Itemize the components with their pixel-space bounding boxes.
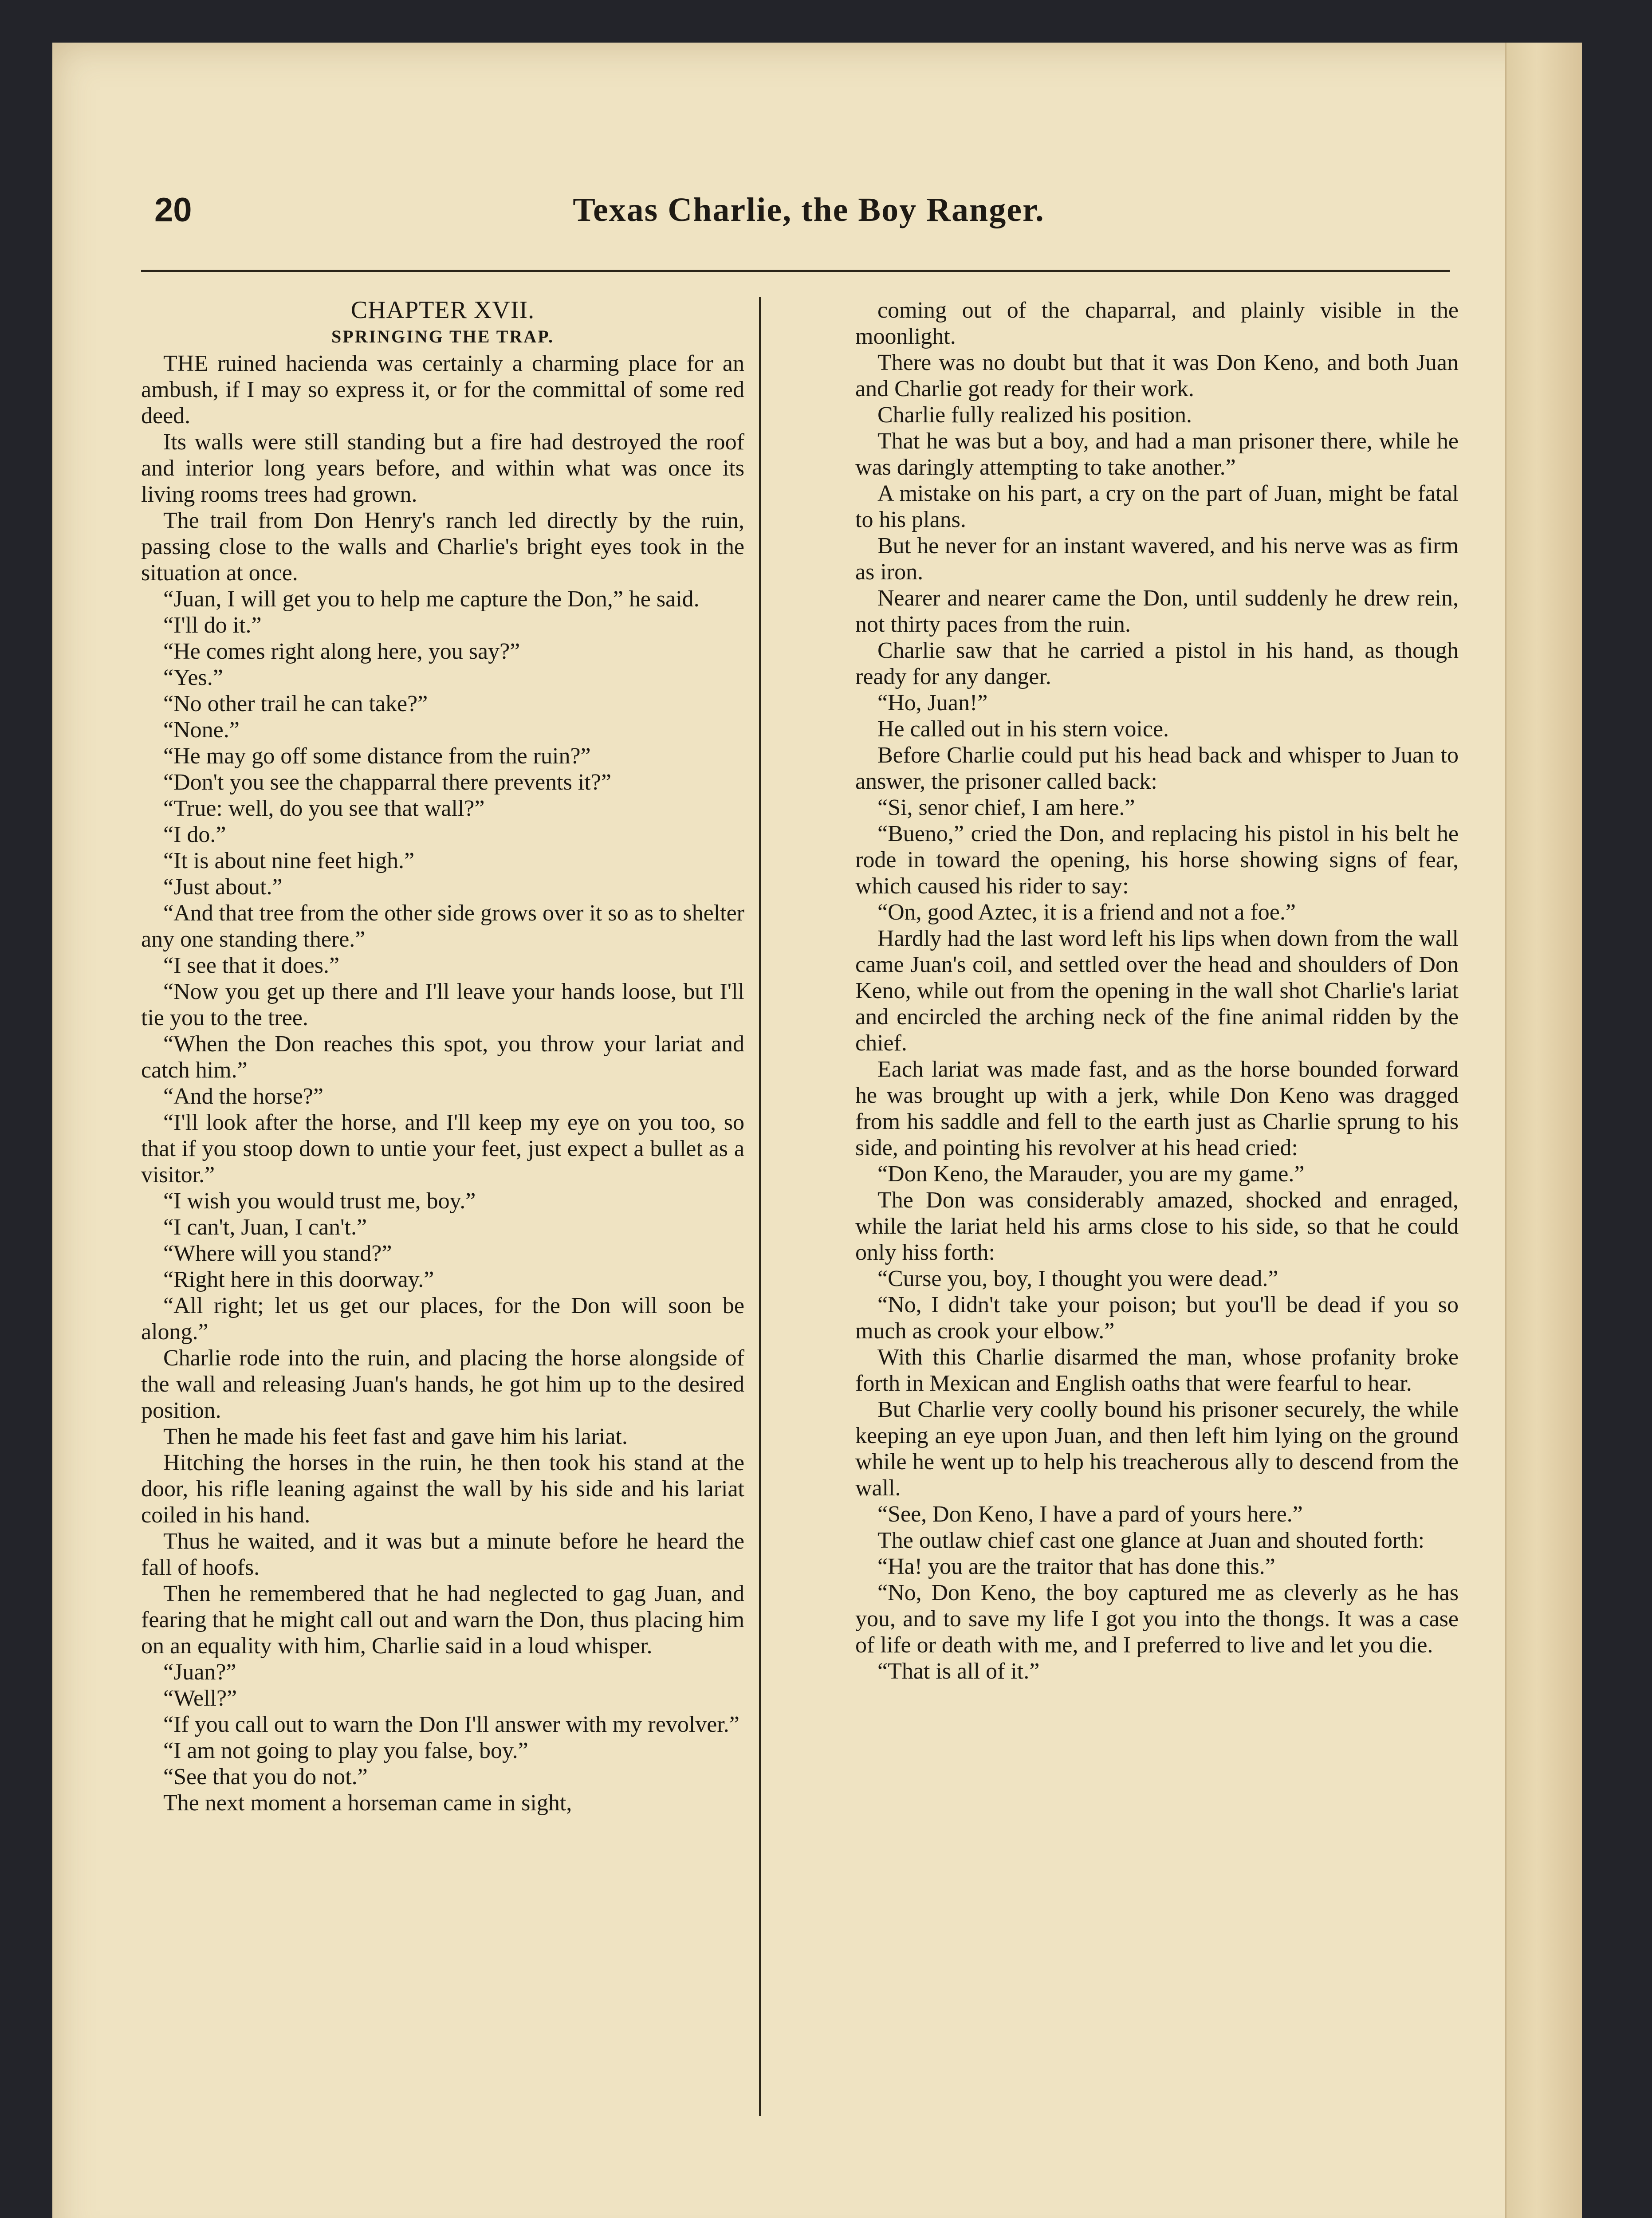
paragraph: That he was but a boy, and had a man prisoner there, while he was daringly attempting to take another.” [855,429,1459,480]
paragraph: The Don was considerably amazed, shocked and enraged, while the lariat held his arms close to his side, so that he could only hiss forth: [855,1188,1459,1265]
paragraph: “All right; let us get our places, for the Don will soon be along.” [141,1293,744,1345]
paragraph: A mistake on his part, a cry on the part of Juan, might be fatal to his plans. [855,481,1459,532]
paragraph: “Curse you, boy, I thought you were dead.” [877,1266,1278,1291]
paragraph: “Juan, I will get you to help me capture the Don,” he said. [163,586,700,612]
page-spine-edge [1505,43,1582,2218]
paragraph: But Charlie very coolly bound his prisoner securely, the while keeping an eye upon Juan, and then left him lying on the ground while he went up to help his treacherous ally to descend from the wall. [855,1397,1459,1501]
paragraph: “I'll look after the horse, and I'll keep my eye on you too, so that if you stoop down to untie your feet, just expect a bullet as a visitor.” [141,1110,744,1188]
paragraph: But he never for an instant wavered, and his nerve was as firm as iron. [855,533,1459,585]
paragraph: “And that tree from the other side grows over it so as to shelter any one standing there.” [141,901,744,952]
paragraph: “Si, senor chief, I am here.” [877,795,1135,820]
paragraph: “On, good Aztec, it is a friend and not a foe.” [877,900,1296,925]
paragraph: “Well?” [163,1686,237,1711]
book-page [52,43,1582,2218]
paragraph: “Don't you see the chapparral there prevents it?” [163,770,611,795]
paragraph: “No, Don Keno, the boy captured me as cleverly as he has you, and to save my life I got you into the thongs. It was a case of life or death with me, and I preferred to live and let you die. [855,1580,1459,1658]
paragraph: “I can't, Juan, I can't.” [163,1215,367,1240]
right-text-column [855,297,1459,2143]
left-paragraphs [141,350,744,1816]
page-header [154,191,1463,257]
paragraph: “See that you do not.” [163,1764,368,1789]
paragraph: THE ruined hacienda was certainly a charming place for an ambush, if I may so express it, or for the committal of some red deed. [141,351,744,429]
page-number: 20 [154,191,192,229]
paragraph: With this Charlie disarmed the man, whose profanity broke forth in Mexican and English oaths that were fearful to hear. [855,1345,1459,1396]
paragraph: “It is about nine feet high.” [163,848,415,873]
paragraph: Each lariat was made fast, and as the horse bounded forward he was brought up with a jerk, while Don Keno was dragged from his saddle and fell to the earth just as Charlie sprung to his side, and pointing his revolver at his head cried: [855,1057,1459,1160]
right-paragraphs [855,297,1459,1684]
paragraph: “I am not going to play you false, boy.” [163,1738,528,1763]
paragraph: Hardly had the last word left his lips when down from the wall came Juan's coil, and settled over the head and shoulders of Don Keno, while out from the opening in the wall shot Charlie's lariat and encircled the arching neck of the fine animal ridden by the chief. [855,926,1459,1056]
paragraph: “I'll do it.” [163,613,262,638]
paragraph: “Where will you stand?” [163,1241,392,1266]
paragraph: He called out in his stern voice. [877,716,1169,742]
running-title: Texas Charlie, the Boy Ranger. [573,191,1045,228]
paragraph: “No other trail he can take?” [163,691,428,716]
paragraph: The next moment a horseman came in sight, [163,1790,572,1816]
paragraph: “And the horse?” [163,1084,323,1109]
paragraph: “I wish you would trust me, boy.” [163,1188,476,1214]
paragraph: There was no doubt but that it was Don Keno, and both Juan and Charlie got ready for their work. [855,350,1459,401]
paragraph: “True: well, do you see that wall?” [163,796,485,821]
paragraph: Before Charlie could put his head back and whisper to Juan to answer, the prisoner called back: [855,743,1459,794]
paragraph: Charlie rode into the ruin, and placing the horse alongside of the wall and releasing Juan's hands, he got him up to the desired position. [141,1345,744,1423]
paragraph: “No, I didn't take your poison; but you'll be dead if you so much as crook your elbow.” [855,1292,1459,1344]
column-divider [759,297,761,2116]
paragraph: Nearer and nearer came the Don, until suddenly he drew rein, not thirty paces from the ruin. [855,586,1459,637]
paragraph: The outlaw chief cast one glance at Juan and shouted forth: [877,1528,1425,1553]
paragraph: Thus he waited, and it was but a minute before he heard the fall of hoofs. [141,1529,744,1580]
paragraph: “When the Don reaches this spot, you throw your lariat and catch him.” [141,1031,744,1083]
paragraph: Charlie saw that he carried a pistol in his hand, as though ready for any danger. [855,638,1459,689]
paragraph: “Ha! you are the traitor that has done this.” [877,1554,1275,1579]
paragraph: Hitching the horses in the ruin, he then took his stand at the door, his rifle leaning against the wall by his side and his lariat coiled in his hand. [141,1450,744,1528]
paragraph: “Bueno,” cried the Don, and replacing his pistol in his belt he rode in toward the opening, his horse showing signs of fear, which caused his rider to say: [855,821,1459,899]
paragraph: “He may go off some distance from the ruin?” [163,743,591,769]
paragraph: “If you call out to warn the Don I'll answer with my revolver.” [163,1712,739,1737]
paragraph: “See, Don Keno, I have a pard of yours here.” [877,1502,1303,1527]
paragraph: “He comes right along here, you say?” [163,639,520,664]
paragraph: “I do.” [163,822,226,847]
paragraph: Its walls were still standing but a fire had destroyed the roof and interior long years before, and within what was once its living rooms trees had grown. [141,429,744,507]
paragraph: “Juan?” [163,1660,236,1685]
paragraph: “That is all of it.” [877,1659,1040,1684]
paragraph: coming out of the chaparral, and plainly visible in the moonlight. [855,298,1459,349]
paragraph: Charlie fully realized his position. [877,402,1192,428]
left-text-column [141,297,744,2143]
header-rule [141,270,1450,272]
paragraph: “Just about.” [163,874,283,900]
paragraph: “Don Keno, the Marauder, you are my game.” [877,1161,1305,1187]
paragraph: “Ho, Juan!” [877,690,988,716]
paragraph: “None.” [163,717,240,743]
chapter-subtitle: SPRINGING THE TRAP. [331,326,554,346]
paragraph: The trail from Don Henry's ranch led directly by the ruin, passing close to the walls and Charlie's bright eyes took in the situation at once. [141,508,744,586]
paragraph: “Right here in this doorway.” [163,1267,434,1292]
paragraph: Then he made his feet fast and gave him his lariat. [163,1424,628,1449]
paragraph: “Now you get up there and I'll leave your hands loose, but I'll tie you to the tree. [141,979,744,1030]
paragraph: “I see that it does.” [163,953,340,978]
paragraph: Then he remembered that he had neglected to gag Juan, and fearing that he might call out and warn the Don, thus placing him on an equality with him, Charlie said in a loud whisper. [141,1581,744,1659]
chapter-heading: CHAPTER XVII. [350,297,535,324]
paragraph: “Yes.” [163,665,223,690]
